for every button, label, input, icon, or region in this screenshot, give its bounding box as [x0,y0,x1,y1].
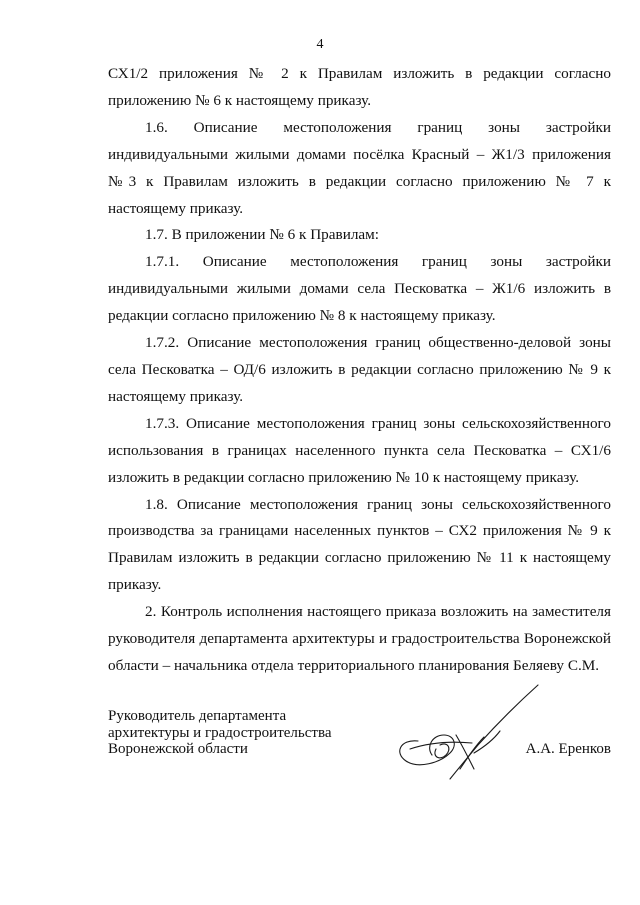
paragraph-item-1-7-2: 1.7.2. Описание местоположения границ общественно-деловой зоны села Песковатка – ОД/6 изложить в редакции согласно приложению № 9 к настоящему приказу. [108,334,611,405]
signer-title-line: Руководитель департамента [108,708,287,724]
signer-title-line: архитектуры и градостроительства [108,724,332,741]
signer-title [108,708,331,758]
paragraph-item-2: 2. Контроль исполнения настоящего приказа возложить на заместителя руководителя департамента архитектуры и градостроительства Воронежской области – начальника отдела территориального планирования Беляеву С.М. [108,603,611,674]
signature-block [108,708,611,828]
paragraph-item-1-7-3: 1.7.3. Описание местоположения границ зоны сельскохозяйственного использования в границах населенного пункта села Песковатка – СХ1/6 изложить в редакции согласно приложению № 10 к настоящему приказу. [108,414,611,486]
handwritten-signature [388,683,563,783]
page-number: 4 [316,37,324,52]
signer-name: А.А. Еренков [525,741,611,757]
paragraph-item-1-6: 1.6. Описание местоположения границ зоны застройки индивидуальными жилыми домами посёлка Красный – Ж1/3 приложения №3 к Правилам изложить в редакции согласно приложению № 7 к настоящему приказу. [108,118,611,217]
paragraph-item-1-7: 1.7. В приложении № 6 к Правилам: [145,226,379,244]
document-body [108,61,611,680]
paragraph-continuation: СХ1/2 приложения № 2 к Правилам изложить в редакции согласно приложению № 6 к настоящему приказу. [108,65,611,109]
paragraph-item-1-8: 1.8. Описание местоположения границ зоны сельскохозяйственного производства за границами населенных пунктов – СХ2 приложения № 9 к Правилам изложить в редакции согласно приложению № 11 к настоящему приказу. [108,495,611,594]
signer-title-line: Воронежской области [108,741,248,757]
paragraph-item-1-7-1: 1.7.1. Описание местоположения границ зоны застройки индивидуальными жилыми домами села Песковатка – Ж1/6 изложить в редакции согласно приложению № 8 к настоящему приказу. [108,253,611,325]
